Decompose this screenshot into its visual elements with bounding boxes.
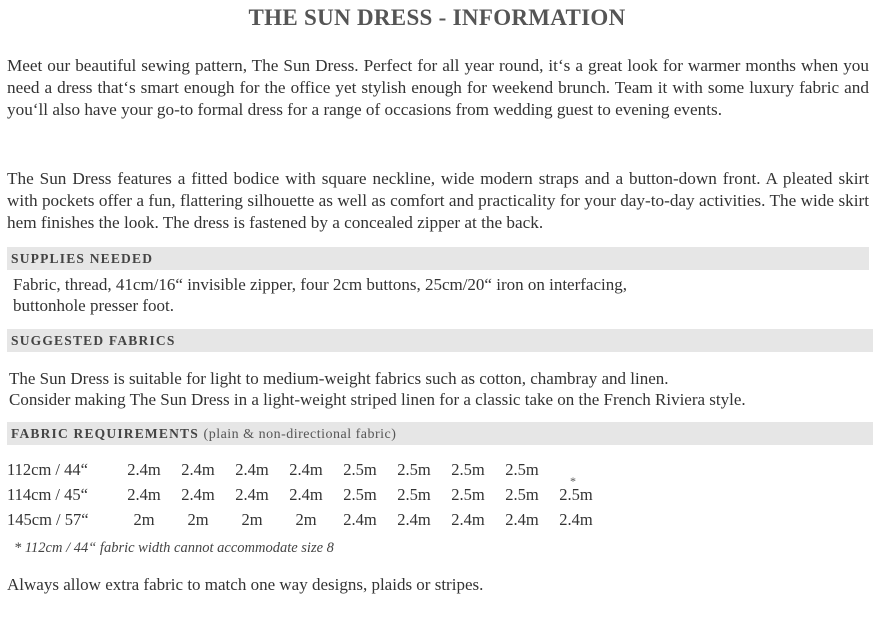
fabric-amount: 2.4m: [181, 460, 215, 479]
fabric-amount: 2m: [295, 510, 317, 529]
fabric-amount: 2.5m: [397, 485, 431, 504]
fabrics-text: [9, 368, 859, 410]
fabric-width: 112cm / 44“: [7, 460, 88, 479]
fabric-amount: 2.4m: [289, 460, 323, 479]
page-title: THE SUN DRESS - INFORMATION: [248, 5, 626, 30]
fabric-amount: 2.4m: [397, 510, 431, 529]
supplies-line: buttonhole presser foot.: [13, 296, 174, 315]
fabric-amount: 2.4m: [559, 510, 593, 529]
requirements-row: [7, 460, 867, 482]
supplies-line: Fabric, thread, 41cm/16“ invisible zipper, four 2cm buttons, 25cm/20“ iron on interfacing,: [13, 275, 627, 294]
fabric-amount: 2.4m: [127, 460, 161, 479]
requirements-row: [7, 510, 867, 532]
fabric-amount: 2.5m: [343, 485, 377, 504]
fabric-amount: 2.4m: [289, 485, 323, 504]
fabrics-heading: SUGGESTED FABRICS: [7, 329, 873, 352]
fabric-amount: 2.5m: [559, 485, 593, 504]
intro-paragraph: Meet our beautiful sewing pattern, The Sun Dress. Perfect for all year round, it‘s a great look for warmer months when you need a dress that‘s smart enough for the office yet stylish enough for weekend brunch. Team it with some luxury fabric and you‘ll also have your go-to formal dress for a range of occasions from wedding guest to evening events.: [7, 56, 869, 119]
fabric-amount: 2m: [133, 510, 155, 529]
fabric-width: 114cm / 45“: [7, 485, 88, 504]
closing-note: Always allow extra fabric to match one way designs, plaids or stripes.: [7, 575, 484, 594]
fabric-amount: 2.5m: [397, 460, 431, 479]
fabric-amount: 2.5m: [505, 460, 539, 479]
fabric-amount: 2.4m: [505, 510, 539, 529]
requirements-heading-label: FABRIC REQUIREMENTS: [11, 426, 199, 441]
fabric-width: 145cm / 57“: [7, 510, 89, 529]
fabric-amount: 2.4m: [181, 485, 215, 504]
fabric-amount: 2.5m: [505, 485, 539, 504]
requirements-note: (plain & non-directional fabric): [203, 427, 397, 442]
fabric-amount: 2m: [241, 510, 263, 529]
fabric-amount: 2.4m: [127, 485, 161, 504]
fabrics-line: Consider making The Sun Dress in a light-weight striped linen for a classic take on the French Riviera style.: [9, 390, 746, 409]
fabric-amount: 2.4m: [451, 510, 485, 529]
fabric-amount: 2.4m: [235, 485, 269, 504]
footnote: * 112cm / 44“ fabric width cannot accommodate size 8: [14, 540, 334, 556]
requirements-heading: [7, 422, 873, 445]
requirements-row: [7, 485, 867, 507]
fabric-amount: 2.5m: [451, 460, 485, 479]
footnote-marker: *: [570, 474, 576, 488]
fabrics-line: The Sun Dress is suitable for light to medium-weight fabrics such as cotton, chambray and linen.: [9, 369, 669, 388]
features-paragraph: The Sun Dress features a fitted bodice with square neckline, wide modern straps and a button-down front. A pleated skirt with pockets offer a fun, flattering silhouette as well as comfort and practicality for your day-to-day activities. The wide skirt hem finishes the look. The dress is fastened by a concealed zipper at the back.: [7, 169, 869, 232]
fabric-amount: 2.4m: [235, 460, 269, 479]
fabric-amount: 2m: [187, 510, 209, 529]
fabric-amount: 2.5m: [343, 460, 377, 479]
fabric-amount: 2.4m: [343, 510, 377, 529]
fabric-amount: 2.5m: [451, 485, 485, 504]
supplies-heading: SUPPLIES NEEDED: [7, 247, 869, 270]
supplies-text: [13, 274, 863, 316]
